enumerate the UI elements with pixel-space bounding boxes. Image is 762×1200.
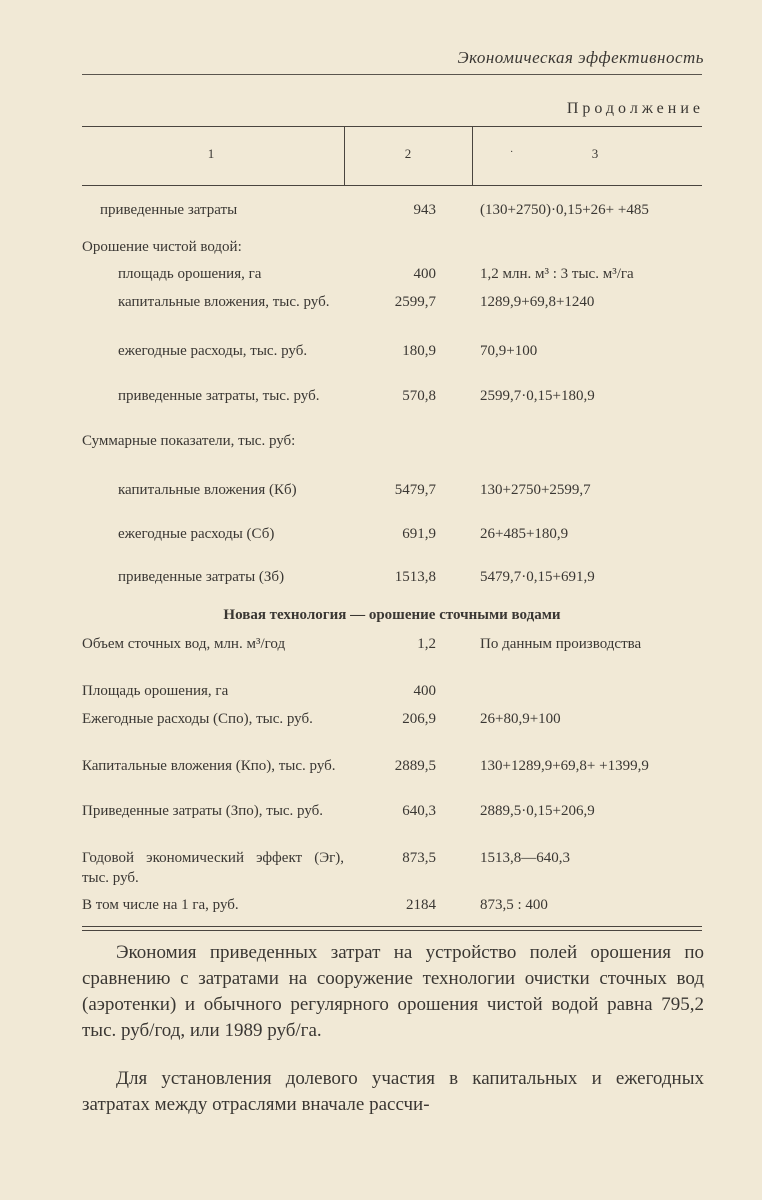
- row-value: 2889,5: [394, 758, 436, 774]
- row-formula: 1289,9+69,8+1240: [480, 294, 595, 310]
- row-value: 943: [413, 202, 436, 218]
- row-label: приведенные затраты, тыс. руб.: [118, 388, 320, 404]
- row-value: 206,9: [402, 711, 436, 727]
- section-title: Новая технология — орошение сточными водами: [223, 607, 561, 623]
- row-formula: По данным производства: [480, 636, 642, 652]
- row-label: В том числе на 1 га, руб.: [82, 897, 239, 913]
- row-formula: 1,2 млн. м³ : 3 тыс. м³/га: [480, 266, 634, 282]
- row-formula: 26+80,9+100: [480, 711, 561, 727]
- row-value: 640,3: [402, 803, 436, 819]
- row-value: 180,9: [402, 343, 436, 359]
- row-value: 5479,7: [394, 482, 436, 498]
- continuation-label: Продолжение: [566, 100, 704, 117]
- row-label: приведенные затраты: [100, 202, 238, 218]
- body-paragraph-2: Для установления долевого участия в капитальных и ежегодных затратах между отраслями вначале рассчи-: [82, 1068, 704, 1115]
- row-formula: 70,9+100: [480, 343, 538, 359]
- row-formula: 1513,8—640,3: [480, 850, 570, 866]
- row-formula: 26+485+180,9: [480, 526, 569, 542]
- row-formula: 2599,7·0,15+180,9: [480, 388, 595, 404]
- row-formula: 5479,7·0,15+691,9: [480, 569, 595, 585]
- body-paragraph-1: Экономия приведенных затрат на устройство полей орошения по сравнению с затратами на сооружение технологии очистки сточных вод (аэротенки) и обычного регулярного орошения чистой водой равна 795,2 тыс. руб/год, или 1989 руб/га.: [82, 942, 704, 1041]
- row-label: ежегодные расходы, тыс. руб.: [118, 343, 308, 359]
- row-label: Приведенные затраты (Зпо), тыс. руб.: [82, 803, 324, 819]
- row-label: капитальные вложения (Кб): [118, 482, 297, 498]
- running-title: Экономическая эффективность: [457, 48, 704, 67]
- row-value: 400: [413, 683, 436, 699]
- header-rule: [82, 74, 702, 75]
- row-label: Площадь орошения, га: [82, 683, 229, 699]
- column-divider-2: [472, 126, 473, 185]
- column-number-2: 2: [404, 146, 412, 161]
- row-label: площадь орошения, га: [118, 266, 262, 282]
- table-bottom-rule-2: [82, 930, 702, 931]
- table-top-rule: [82, 126, 702, 127]
- row-value: 1513,8: [394, 569, 436, 585]
- row-label: Годовой экономический эффект (Эг), тыс. руб.: [82, 850, 344, 886]
- row-label: Капитальные вложения (Кпо), тыс. руб.: [82, 758, 336, 774]
- row-value: 400: [413, 266, 436, 282]
- row-value: 2184: [406, 897, 436, 913]
- row-label: ежегодные расходы (Сб): [118, 526, 275, 542]
- row-label: приведенные затраты (Зб): [118, 569, 285, 585]
- column-number-1: 1: [207, 146, 215, 161]
- row-formula: 130+1289,9+69,8+ +1399,9: [480, 758, 649, 774]
- column-divider-1: [344, 126, 345, 185]
- row-formula: (130+2750)·0,15+26+ +485: [480, 202, 649, 218]
- row-formula: 873,5 : 400: [480, 897, 548, 913]
- row-value: 1,2: [417, 636, 436, 652]
- row-value: 2599,7: [394, 294, 436, 310]
- header-mark: ·: [510, 147, 514, 158]
- row-value: 873,5: [402, 850, 436, 866]
- table-bottom-rule: [82, 926, 702, 927]
- column-number-3: 3: [591, 146, 599, 161]
- row-formula: 2889,5·0,15+206,9: [480, 803, 595, 819]
- row-value: 691,9: [402, 526, 436, 542]
- table-header-rule: [82, 185, 702, 186]
- row-label: Объем сточных вод, млн. м³/год: [82, 636, 286, 652]
- row-label: капитальные вложения, тыс. руб.: [118, 294, 330, 310]
- row-value: 570,8: [402, 388, 436, 404]
- row-label: Суммарные показатели, тыс. руб:: [82, 433, 296, 449]
- row-label: Орошение чистой водой:: [82, 239, 242, 255]
- row-formula: 130+2750+2599,7: [480, 482, 591, 498]
- row-label: Ежегодные расходы (Спо), тыс. руб.: [82, 711, 313, 727]
